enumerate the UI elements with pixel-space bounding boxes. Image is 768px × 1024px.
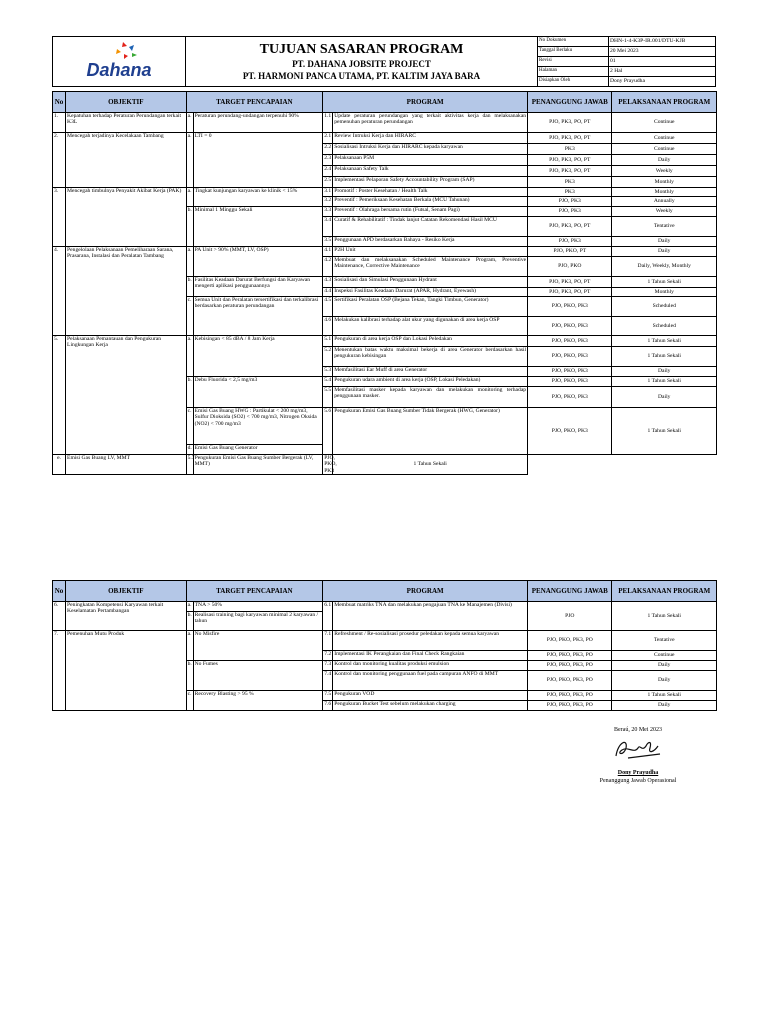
- program-text: Melakukan kalibrasi terhadap alat ukur yang digunakan di area kerja OSP: [333, 317, 528, 336]
- target-letter: e.: [53, 455, 66, 475]
- table-row: [53, 113, 717, 133]
- responsible-cell: PJO, PKO, PT: [528, 247, 612, 257]
- target-letter: a.: [186, 602, 193, 612]
- implementation-cell: Annually: [612, 197, 717, 207]
- program-text: Pelaksanaan Safety Talk: [333, 166, 528, 177]
- objective-number: 5.: [53, 336, 66, 455]
- implementation-cell: Daily: [612, 387, 717, 408]
- col-header-program: PROGRAM: [323, 581, 528, 602]
- program-number: 3.3: [323, 207, 333, 217]
- program-text: Memfasilitasi masker kepada karyawan dan melakukan monitoring terhadap penggunaan masker.: [333, 387, 528, 408]
- target-text: Realisasi training bagi karyawan minimal 2 karyawan / tahun: [193, 612, 323, 631]
- program-text: Update peraturan perundangan yang terkait aktivitas kerja dan melaksanakan pemenuhan peraturan perundangan: [333, 113, 528, 133]
- program-number: 4.1: [323, 247, 333, 257]
- implementation-cell: 1 Tahun Sekali: [612, 347, 717, 367]
- program-number: 7.4: [323, 671, 333, 691]
- signature-block: [568, 726, 708, 785]
- implementation-cell: Daily: [612, 237, 717, 247]
- col-header-pelaksanaan: PELAKSANAAN PROGRAM: [612, 92, 717, 113]
- program-text: Kontrol dan monitoring penggunaan fuel pada campuran ANFO di MMT: [333, 671, 528, 691]
- objective-text: Pemenuhan Mutu Produk: [66, 631, 187, 711]
- implementation-cell: Continue: [612, 133, 717, 144]
- target-text: Emisi Gas Buang Generator: [193, 445, 323, 455]
- target-text: Tingkat kunjungan karyawan ke klinik < 15%: [193, 188, 323, 207]
- program-number: 5.3: [323, 367, 333, 377]
- responsible-cell: PJO, PK3, PO, PT: [528, 166, 612, 177]
- implementation-cell: Daily, Weekly, Monthly: [612, 257, 717, 277]
- responsible-cell: PJO, PK3, PO, PT: [528, 155, 612, 166]
- responsible-cell: PJO, PKO: [528, 257, 612, 277]
- program-number: 5.6: [323, 408, 333, 455]
- objective-text: Kepatuhan terhadap Peraturan Perundangan terkait K3L: [66, 113, 187, 133]
- objective-text: Mencegah timbulnya Penyakit Akibat Kerja (PAK): [66, 188, 187, 247]
- document-header: [52, 36, 716, 87]
- program-text: Pengukuran di area kerja OSP dan Lokasi Peledakan: [333, 336, 528, 347]
- program-number: 2.2: [323, 144, 333, 155]
- col-header-target: TARGET PENCAPAIAN: [186, 92, 323, 113]
- responsible-cell: PK3: [528, 144, 612, 155]
- program-number: 2.3: [323, 155, 333, 166]
- responsible-cell: PJO, PKO, PK3: [528, 408, 612, 455]
- program-number: 3.5: [323, 237, 333, 247]
- signature-place-date: Beraú, 20 Mei 2023: [614, 727, 662, 733]
- col-header-no: No: [53, 581, 66, 602]
- program-text: Refreshment / Re-sosialisasi prosedur peledakan kepada semua karyawan: [333, 631, 528, 651]
- program-number: 4.3: [323, 277, 333, 288]
- implementation-cell: 1 Tahun Sekali: [612, 336, 717, 347]
- responsible-cell: PK3: [528, 188, 612, 197]
- target-letter: a.: [186, 247, 193, 277]
- program-number: 2.4: [323, 166, 333, 177]
- col-header-pelaksanaan: PELAKSANAAN PROGRAM: [612, 581, 717, 602]
- target-letter: a.: [186, 631, 193, 661]
- program-number: 4.5: [323, 297, 333, 317]
- title-cell: [186, 37, 538, 87]
- signer-role: Penanggung Jawab Operasional: [599, 778, 677, 784]
- target-letter: c.: [186, 297, 193, 336]
- target-text: TNA > 50%: [193, 602, 323, 612]
- dahana-logo: [77, 40, 161, 80]
- program-number: 7.5: [323, 691, 333, 701]
- doc-info-key: No Dokumen: [538, 37, 609, 47]
- target-text: Kebisingan < 85 dBA / 8 Jam Kerja: [193, 336, 323, 377]
- objective-text: Mencegah terjadinya Kecelakaan Tambang: [66, 133, 187, 188]
- program-number: 7.3: [323, 661, 333, 671]
- implementation-cell: 1 Tahun Sekali: [612, 691, 717, 701]
- target-text: PA Unit > 90% (MMT, LV, OSP): [193, 247, 323, 277]
- responsible-cell: PJO, PKO, PK3: [324, 455, 337, 474]
- responsible-cell: PJO, PKO, PK3, PO: [528, 671, 612, 691]
- table-row: [53, 133, 717, 144]
- program-table-2: [52, 580, 717, 711]
- implementation-cell: Monthly: [612, 288, 717, 297]
- implementation-cell: 1 Tahun Sekali: [612, 602, 717, 631]
- col-header-objektif: OBJEKTIF: [66, 581, 187, 602]
- target-letter: d.: [186, 445, 193, 455]
- responsible-cell: PJO, PKO, PK3, PO: [528, 631, 612, 651]
- program-text: Promotif : Poster Kesehatan / Health Talk: [333, 188, 528, 197]
- program-number: 4.2: [323, 257, 333, 277]
- program-text: Implementasi IK Perangkaian dan Final Check Rangkaian: [333, 651, 528, 661]
- doc-info-key: Revisi: [538, 57, 609, 67]
- program-number: 2.5: [323, 177, 333, 188]
- program-text: Sertifikasi Peralatan OSP (Bejana Tekan, Tangki Timbun, Generator): [333, 297, 528, 317]
- implementation-cell: 1 Tahun Sekali: [612, 277, 717, 288]
- implementation-cell: 1 Tahun Sekali: [612, 408, 717, 455]
- program-number: 3.4: [323, 217, 333, 237]
- document-subtitle-2: PT. HARMONI PANCA UTAMA, PT. KALTIM JAYA BARA: [242, 70, 481, 81]
- program-number: 7.1: [323, 631, 333, 651]
- doc-info-key: Disiapkan Oleh: [538, 77, 609, 87]
- responsible-cell: PJO, PK3, PO, PT: [528, 113, 612, 133]
- logo-cell: [53, 37, 186, 87]
- responsible-cell: PJO, PKO, PK3, PO: [528, 661, 612, 671]
- program-text: Pengukuran Emisi Gas Buang Sumber Tidak Bergerak (HWG, Generator): [333, 408, 528, 455]
- program-number: 5.5: [323, 387, 333, 408]
- doc-info-key: Tanggal Berlaku: [538, 47, 609, 57]
- target-letter: b.: [186, 277, 193, 297]
- target-text: No Misfire: [193, 631, 323, 661]
- target-letter: a.: [186, 113, 193, 133]
- implementation-cell: 1 Tahun Sekali: [612, 377, 717, 387]
- program-text: Pengukuran VOD: [333, 691, 528, 701]
- program-number: 6.1: [323, 602, 333, 631]
- target-letter: c.: [186, 691, 193, 711]
- program-number: 4.4: [323, 288, 333, 297]
- doc-info-value: 2 Hal: [609, 67, 716, 77]
- table-row: [53, 247, 717, 257]
- doc-info-value: 01: [609, 57, 716, 67]
- responsible-cell: PJO, PK3: [528, 207, 612, 217]
- target-letter: b.: [186, 377, 193, 408]
- col-header-penanggung-jawab: PENANGGUNG JAWAB: [528, 92, 612, 113]
- responsible-cell: PJO, PK3: [528, 197, 612, 207]
- responsible-cell: PJO, PK3, PO, PT: [528, 277, 612, 288]
- table-header-row: [53, 581, 717, 602]
- implementation-cell: Daily: [612, 367, 717, 377]
- program-number: 5.7: [186, 455, 193, 475]
- table-row: [53, 455, 717, 475]
- col-header-objektif: OBJEKTIF: [66, 92, 187, 113]
- program-text: Penggunaan APD berdasarkan Bahaya - Resiko Kerja: [333, 237, 528, 247]
- implementation-cell: Continue: [612, 651, 717, 661]
- signature-image: [608, 734, 668, 764]
- responsible-cell: PJO, PKO, PK3, PO: [528, 701, 612, 711]
- program-number: 3.2: [323, 197, 333, 207]
- doc-info-value: 20 Mei 2023: [609, 47, 716, 57]
- target-text: Recovery Blasting > 95 %: [193, 691, 323, 711]
- responsible-cell: PJO: [528, 602, 612, 631]
- signer-name: Dony Prayudha: [617, 770, 659, 776]
- program-text: Pengukuran Bucket Test sebelum melakukan charging: [333, 701, 528, 711]
- program-text: Preventif : Pemeriksaan Kesehatan Berkala (MCU Tahunan): [333, 197, 528, 207]
- responsible-cell: PJO, PKO, PK3: [528, 297, 612, 317]
- target-text: Emisi Gas Buang HWG : Partikulat < 200 mg/m3, Sulfur Dioksida (SO2) < 700 mg/m3, Nitrogen Oksida (NO2) < 700 mg/m3: [193, 408, 323, 445]
- col-header-program: PROGRAM: [323, 92, 528, 113]
- program-text: Curatif & Rehabilitatif : Tindak lanjut Catatan Rekomendasi Hasil MCU: [333, 217, 528, 237]
- objective-number: 4.: [53, 247, 66, 336]
- doc-info-value: DHN-1-4-K3P-IR.001/DTU-KJB: [609, 37, 716, 47]
- implementation-cell: Weekly: [612, 166, 717, 177]
- logo-text: Dahana: [86, 60, 152, 81]
- document-title: TUJUAN SASARAN PROGRAM: [259, 41, 464, 57]
- responsible-cell: PJO, PKO, PK3, PO: [528, 651, 612, 661]
- responsible-cell: PJO, PKO, PK3: [528, 367, 612, 377]
- implementation-cell: Daily: [612, 661, 717, 671]
- target-letter: b.: [186, 612, 193, 631]
- target-text: Peraturan perundang-undangan terpenuhi 90%: [193, 113, 323, 133]
- implementation-cell: 1 Tahun Sekali: [333, 455, 528, 475]
- target-text: Fasilitas Keadaan Darurat Berfungsi dan Karyawan mengerti aplikasi penggunaannya: [193, 277, 323, 297]
- implementation-cell: Continue: [612, 144, 717, 155]
- responsible-cell: PJO, PK3, PO, PT: [528, 133, 612, 144]
- implementation-cell: Monthly: [612, 188, 717, 197]
- responsible-cell: PJO, PKO, PK3: [528, 377, 612, 387]
- col-header-penanggung-jawab: PENANGGUNG JAWAB: [528, 581, 612, 602]
- objective-text: Pengelolaan Pelaksanaan Pemeliharaan Sarana, Prasarana, Instalasi dan Peralatan Tambang: [66, 247, 187, 336]
- responsible-cell: PJO, PKO, PK3: [528, 336, 612, 347]
- document-subtitle: PT. DAHANA JOBSITE PROJECT: [292, 58, 431, 69]
- implementation-cell: Daily: [612, 671, 717, 691]
- program-text: Pengukuran udara ambient di area kerja (OSP, Lokasi Peledakan): [333, 377, 528, 387]
- program-number: 1.1: [323, 113, 333, 133]
- implementation-cell: Scheduled: [612, 317, 717, 336]
- doc-info-key: Halaman: [538, 67, 609, 77]
- responsible-cell: PJO, PK3, PO, PT: [528, 288, 612, 297]
- program-number: 5.2: [323, 347, 333, 367]
- program-number: 5.1: [323, 336, 333, 347]
- responsible-cell: PJO, PKO, PK3: [528, 317, 612, 336]
- program-table-1: [52, 91, 717, 475]
- program-text: Pelaksanaan P5M: [333, 155, 528, 166]
- table-row: [53, 602, 717, 612]
- implementation-cell: Tentative: [612, 217, 717, 237]
- program-text: Memfasilitasi Ear Muff di area Generator: [333, 367, 528, 377]
- objective-text: Pelaksanaan Pemantauan dan Pengukuran Lingkungan Kerja: [66, 336, 187, 455]
- program-number: 4.6: [323, 317, 333, 336]
- responsible-cell: PJO, PKO, PK3: [528, 387, 612, 408]
- target-letter: a.: [186, 133, 193, 188]
- program-number: 2.1: [323, 133, 333, 144]
- target-text: LTI = 0: [193, 133, 323, 188]
- objective-number: 1.: [53, 113, 66, 133]
- program-number: 3.1: [323, 188, 333, 197]
- implementation-cell: Continue: [612, 113, 717, 133]
- program-text: Menentukan batas waktu maksimal bekerja di area Generator berdasarkan hasil pengukuran kebisingan: [333, 347, 528, 367]
- target-letter: b.: [186, 661, 193, 691]
- program-number: 7.2: [323, 651, 333, 661]
- target-letter: a.: [186, 336, 193, 377]
- target-letter: a.: [186, 188, 193, 207]
- target-text: Minimal 1 Minggu Sekali: [193, 207, 323, 247]
- table-row: [53, 188, 717, 197]
- responsible-cell: PJO, PK3: [528, 237, 612, 247]
- program-text: Review Intruksi Kerja dan HIRARC: [333, 133, 528, 144]
- program-text: P2H Unit: [333, 247, 528, 257]
- program-text: Membuat matriks TNA dan melakukan pengajuan TNA ke Manajemen (Divisi): [333, 602, 528, 631]
- table-header-row: [53, 92, 717, 113]
- program-text: Sosialisasi dan Simulasi Penggunaan Hydrant: [333, 277, 528, 288]
- program-text: Inspeksi Fasilitas Keadaan Darurat (APAR, Hydrant, Eyewash): [333, 288, 528, 297]
- program-text: Preventif : Olahraga bersama rutin (Futsal, Senam Pagi): [333, 207, 528, 217]
- program-text: Implementasi Pelaporan Safety Accountability Program (SAP): [333, 177, 528, 188]
- target-text: Debu Fluorida < 2,5 mg/m3: [193, 377, 323, 408]
- target-letter: b.: [186, 207, 193, 247]
- table-row: [53, 336, 717, 347]
- program-number: 5.4: [323, 377, 333, 387]
- objective-text: Peningkatan Kompetensi Karyawan terkait Keselamatan Pertambangan: [66, 602, 187, 631]
- program-text: Membuat dan melaksanakan Scheduled Maintenance Program, Preventive Maintenance, Corrective Maintenance: [333, 257, 528, 277]
- program-text: Pengukuran Emisi Gas Buang Sumber Bergerak (LV, MMT): [193, 455, 323, 475]
- implementation-cell: Scheduled: [612, 297, 717, 317]
- col-header-target: TARGET PENCAPAIAN: [186, 581, 323, 602]
- implementation-cell: Daily: [612, 155, 717, 166]
- objective-number: 3.: [53, 188, 66, 247]
- table-row: [53, 631, 717, 651]
- doc-info-value: Dony Prayudha: [609, 77, 716, 87]
- program-text: Kontrol dan monitoring kualitas produksi emulsion: [333, 661, 528, 671]
- implementation-cell: Monthly: [612, 177, 717, 188]
- implementation-cell: Weekly: [612, 207, 717, 217]
- objective-number: 7.: [53, 631, 66, 711]
- target-text: No Fumes: [193, 661, 323, 691]
- responsible-cell: PJO, PKO, PK3: [528, 347, 612, 367]
- target-letter: c.: [186, 408, 193, 445]
- objective-number: 2.: [53, 133, 66, 188]
- program-number: 7.6: [323, 701, 333, 711]
- implementation-cell: Daily: [612, 701, 717, 711]
- responsible-cell: PK3: [528, 177, 612, 188]
- target-text: Emisi Gas Buang LV, MMT: [66, 455, 187, 475]
- responsible-cell: PJO, PKO, PK3, PO: [528, 691, 612, 701]
- responsible-cell: PJO, PK3, PO, PT: [528, 217, 612, 237]
- program-text: Sosialisasi Intruksi Kerja dan HIRARC kepada karyawan: [333, 144, 528, 155]
- col-header-no: No: [53, 92, 66, 113]
- objective-number: 6.: [53, 602, 66, 631]
- implementation-cell: Daily: [612, 247, 717, 257]
- implementation-cell: Tentative: [612, 631, 717, 651]
- target-text: Semua Unit dan Peralatan tersertifikasi dan terkalibrasi berdasarkan peraturan perundangan: [193, 297, 323, 336]
